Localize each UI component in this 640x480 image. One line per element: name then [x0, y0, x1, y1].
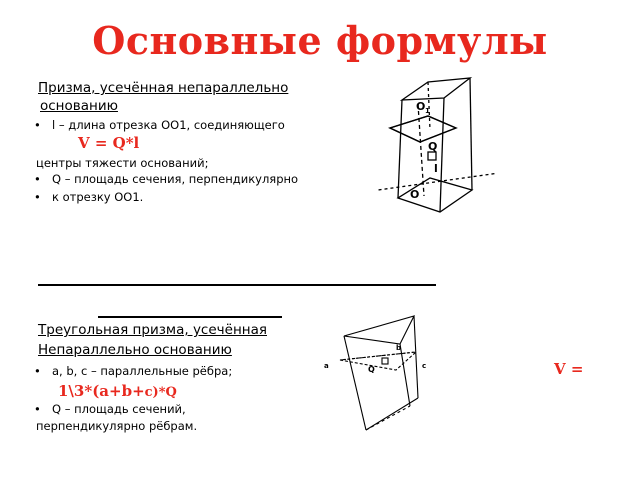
section2-formula-small: c)*Q	[144, 385, 177, 400]
section1-item1	[34, 118, 285, 133]
section2-formula-main: 1\3*(a+b+	[58, 382, 145, 400]
bullet: •	[34, 402, 41, 416]
section1-item2-line2	[34, 190, 143, 205]
divider-short	[98, 316, 282, 318]
section1-item2	[34, 172, 298, 187]
figure-label-b: b	[396, 344, 402, 352]
section2-formula-line2	[58, 382, 177, 400]
bullet: •	[34, 190, 41, 204]
section2-heading-line1: Треугольная призма, усечённая	[38, 322, 267, 338]
section2-item2-text: Q – площадь сечений,	[52, 402, 186, 416]
bullet: •	[34, 364, 41, 378]
triangular-prism-figure	[318, 306, 438, 438]
bullet: •	[34, 172, 41, 186]
section2-formula-right: V =	[554, 360, 584, 378]
section2-item1-text: a, b, c – параллельные рёбра;	[52, 364, 233, 378]
figure-label-l: l	[434, 162, 438, 175]
section1-item1-text: l – длина отрезка OO1, соединяющего	[52, 118, 285, 132]
figure-label-a: a	[324, 362, 329, 370]
truncated-prism-figure	[370, 70, 500, 220]
figure-label-o1: O	[416, 100, 426, 113]
figure-label-c: c	[422, 362, 427, 370]
figure-label-q2: Q	[368, 365, 375, 374]
section1-item1-line2: центры тяжести оснований;	[36, 156, 209, 170]
figure-label-q: Q	[428, 140, 438, 153]
page-title: Основные формулы	[92, 18, 548, 63]
section1-item2-text: Q – площадь сечения, перпендикулярно	[52, 172, 299, 186]
bullet: •	[34, 118, 41, 132]
figure-label-o: O	[410, 188, 420, 201]
section1-heading-line2: основанию	[40, 98, 118, 114]
section2-item2-line2: перпендикулярно рёбрам.	[36, 419, 198, 433]
section1-heading-line1: Призма, усечённая непараллельно	[38, 80, 289, 96]
section2-item2	[34, 402, 186, 417]
divider-long	[38, 284, 436, 286]
section2-heading-line2: Непараллельно основанию	[38, 342, 232, 358]
section2-item1	[34, 364, 232, 379]
figure-label-o1-sub: 1	[425, 107, 430, 115]
section1-formula: V = Q*l	[78, 134, 140, 152]
section1-item2-text2: к отрезку OO1.	[52, 190, 144, 204]
